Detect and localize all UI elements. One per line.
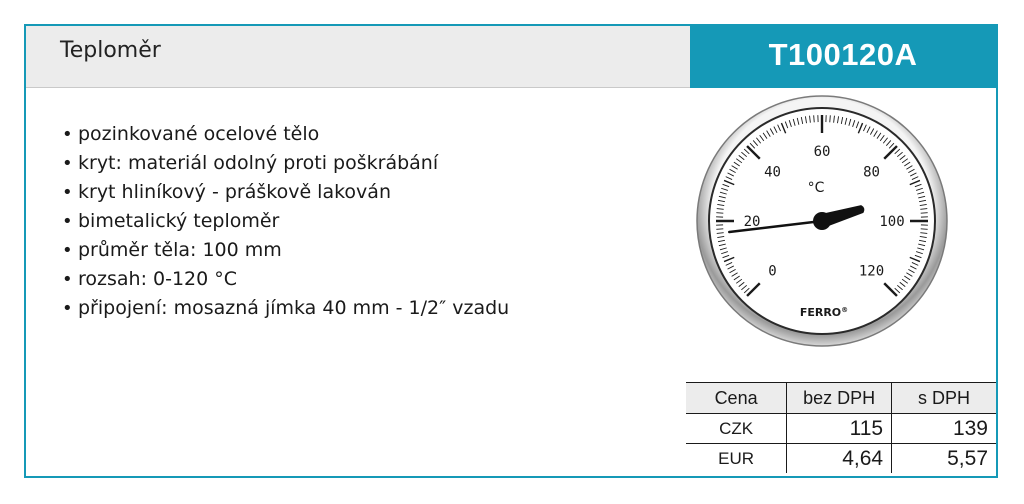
product-name: Teploměr <box>60 38 161 63</box>
price-currency: EUR <box>686 444 787 474</box>
price-row-czk <box>686 414 996 444</box>
price-header-bez-dph: bez DPH <box>787 383 892 414</box>
gauge-unit: °C <box>807 180 825 196</box>
gauge-brand: FERRO® <box>799 306 849 319</box>
bullet-icon: • <box>62 269 73 290</box>
feature-text: kryt hliníkový - práškově lakován <box>78 181 391 203</box>
gauge-scale-label: 40 <box>764 164 781 181</box>
header-code-bar <box>690 26 996 88</box>
gauge-scale-label: 120 <box>858 263 885 280</box>
bullet-icon: • <box>62 182 73 203</box>
feature-text: rozsah: 0-120 °C <box>78 268 238 290</box>
thermometer-gauge <box>696 92 948 350</box>
bullet-icon: • <box>62 124 73 145</box>
needle-hub <box>813 212 831 230</box>
gauge-scale-label: 0 <box>768 263 777 280</box>
header-title-bar <box>26 26 690 88</box>
feature-item <box>62 178 509 207</box>
feature-list <box>62 120 509 323</box>
bullet-icon: • <box>62 298 73 319</box>
bullet-icon: • <box>62 153 73 174</box>
feature-text: připojení: mosazná jímka 40 mm - 1/2″ vzadu <box>78 297 510 319</box>
bullet-icon: • <box>62 211 73 232</box>
feature-text: kryt: materiál odolný proti poškrábání <box>78 152 439 174</box>
gauge-scale-label: 60 <box>813 144 831 160</box>
price-with-vat: 5,57 <box>892 444 996 474</box>
feature-item <box>62 236 509 265</box>
feature-item <box>62 149 509 178</box>
feature-text: pozinkované ocelové tělo <box>78 123 320 145</box>
gauge-minor-tick <box>830 115 831 122</box>
gauge-minor-tick <box>716 229 723 230</box>
gauge-scale-label: 20 <box>743 214 761 230</box>
price-with-vat: 139 <box>892 414 996 444</box>
feature-item <box>62 294 509 323</box>
price-without-vat: 115 <box>787 414 892 444</box>
bullet-icon: • <box>62 240 73 261</box>
price-header-cena: Cena <box>686 383 787 414</box>
price-row-eur <box>686 444 996 474</box>
gauge-scale-label: 100 <box>879 214 905 230</box>
gauge-minor-tick <box>716 213 723 214</box>
price-currency: CZK <box>686 414 787 444</box>
feature-item <box>62 120 509 149</box>
feature-item <box>62 265 509 294</box>
feature-text: průměr těla: 100 mm <box>78 239 282 261</box>
feature-text: bimetalický teploměr <box>78 210 280 232</box>
gauge-scale-label: 80 <box>863 164 880 181</box>
product-code: T100120A <box>768 37 918 72</box>
price-without-vat: 4,64 <box>787 444 892 474</box>
gauge-minor-tick <box>921 213 928 214</box>
price-header-s-dph: s DPH <box>892 383 996 414</box>
gauge-minor-tick <box>814 115 815 122</box>
feature-item <box>62 207 509 236</box>
brand-mark: ® <box>841 306 849 314</box>
price-table-header-row <box>686 383 996 414</box>
gauge-minor-tick <box>921 229 928 230</box>
price-table <box>686 382 996 473</box>
